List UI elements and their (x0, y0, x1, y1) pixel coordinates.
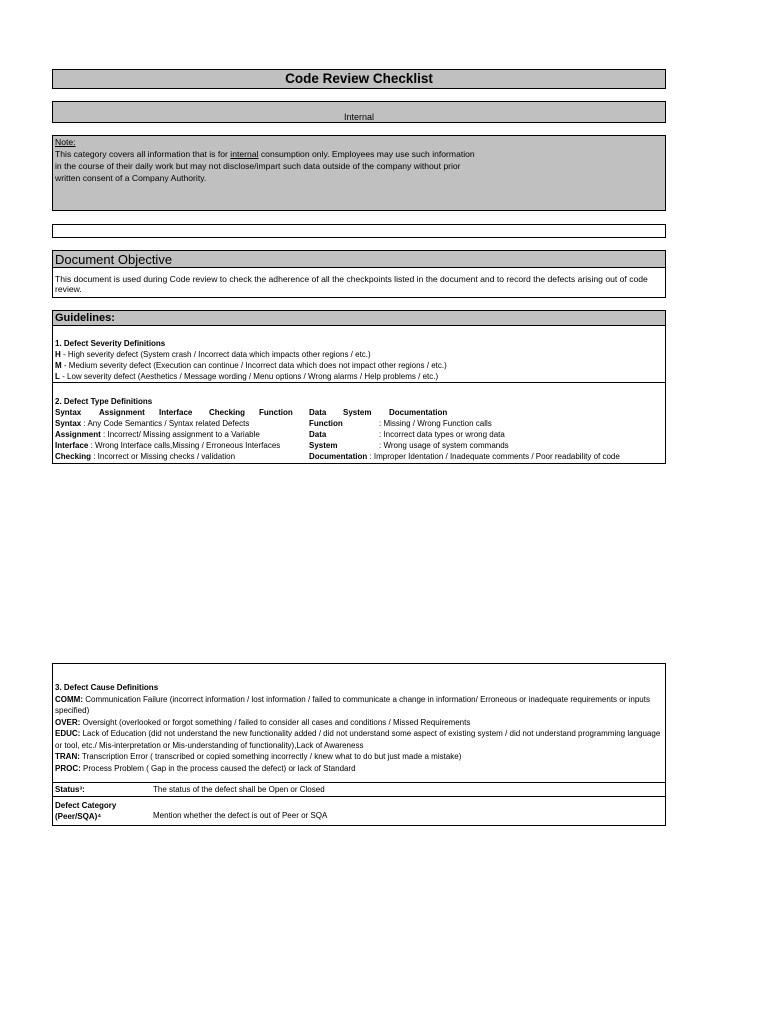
type-term: Assignment (55, 430, 101, 439)
guidelines-body (52, 326, 666, 464)
classification-bar (52, 101, 666, 123)
severity-code: H (55, 350, 61, 359)
type-header-row (55, 407, 663, 418)
severity-item (55, 371, 663, 382)
type-term: Function (309, 419, 343, 428)
cause-text: Oversight (overlooked or forgot something / failed to consider all cases and conditions / Missed Requirements (80, 717, 471, 727)
severity-text: - High severity defect (System crash / Incorrect data which impacts other regions / etc.) (60, 350, 371, 359)
type-header-cell: Documentation (389, 408, 448, 417)
note-line-1 (55, 148, 663, 160)
severity-item (55, 349, 663, 360)
type-def-row (55, 418, 663, 429)
note-line-2: in the course of their daily work but may not disclose/impart such data outside of the company without prior (55, 161, 461, 171)
type-def-row (55, 440, 663, 451)
defect-category-label (55, 800, 116, 822)
severity-code: L (55, 372, 60, 381)
severity-code: M (55, 361, 62, 370)
cause-text: Lack of Education (did not understand the new functionality added / did not understand some aspect of existing system / did not understand programming language or tool, etc./ Mis-interpretation or Mis-understanding of functionality),Lack of Awareness (55, 729, 661, 750)
type-def: : Missing / Wrong Function calls (379, 419, 492, 428)
type-term: Syntax (55, 419, 82, 428)
defect-cause-section (52, 663, 666, 826)
type-header-cell: Assignment (99, 408, 145, 417)
note-label: Note: (55, 137, 76, 147)
cause-code: EDUC: (55, 729, 81, 738)
objective-body-text: This document is used during Code review to check the adherence of all the checkpoints listed in the document and to record the defects arising out of code review. (55, 274, 648, 294)
severity-text: - Medium severity defect (Execution can continue / Incorrect data which does not impact other regions / etc.) (61, 361, 447, 370)
cause-text: Process Problem ( Gap in the process caused the defect) or lack of Standard (80, 763, 356, 773)
cause-item (55, 717, 663, 729)
page-title (52, 69, 666, 89)
type-header-cell: Function (259, 408, 293, 417)
type-header-cell: Interface (159, 408, 193, 417)
type-header-cell: System (343, 408, 372, 417)
cause-code: PROC: (55, 763, 81, 773)
cause-item (55, 763, 663, 775)
defect-category-label-line1: Defect Category (55, 801, 117, 810)
type-def: : Wrong usage of system commands (379, 441, 509, 450)
cause-item (55, 751, 663, 763)
cause-text: Transcription Error ( transcribed or copied something incorrectly / knew what to do but just made a mistake) (79, 752, 462, 761)
cause-item (55, 694, 663, 717)
type-def: : Any Code Semantics / Syntax related Defects (81, 419, 250, 428)
severity-heading: 1. Defect Severity Definitions (55, 339, 166, 348)
type-header-cell: Data (309, 408, 327, 417)
type-header-cell: Checking (209, 408, 246, 417)
type-def: : Incorrect or Missing checks / validation (91, 452, 236, 461)
cause-divider (53, 782, 665, 783)
cause-heading: 3. Defect Cause Definitions (55, 683, 159, 692)
type-def: : Wrong Interface calls,Missing / Erroneous Interfaces (88, 441, 281, 450)
note-line-1-post: consumption only. Employees may use such information (258, 149, 475, 159)
type-def: : Improper Identation / Inadequate comments / Poor readability of code (367, 452, 620, 461)
objective-body (52, 268, 666, 298)
type-term: System (309, 441, 338, 450)
note-line-1-pre: This category covers all information that is for (55, 149, 231, 159)
type-header-cell: Syntax (55, 408, 82, 417)
cause-text: Communication Failure (incorrect information / lost information / failed to communicate a change in information/ Erroneous or inadequate requirements or inputs specified) (55, 694, 650, 715)
note-section (52, 135, 666, 211)
note-internal-word: internal (230, 149, 259, 159)
cause-code: TRAN: (55, 752, 80, 761)
type-heading: 2. Defect Type Definitions (55, 397, 153, 406)
cause-text-block (55, 682, 663, 774)
cause-code: COMM: (55, 694, 83, 704)
severity-section (55, 338, 663, 382)
type-section (55, 396, 663, 462)
cause-item (55, 728, 663, 751)
classification-text: Internal (343, 112, 375, 122)
status-divider (53, 796, 665, 797)
status-label: Status³: (55, 785, 85, 794)
note-line-3: written consent of a Company Authority. (55, 173, 207, 183)
section-divider (53, 382, 665, 383)
objective-heading (52, 250, 666, 268)
type-def-row (55, 451, 663, 462)
type-term: Checking (55, 452, 92, 461)
severity-item (55, 360, 663, 371)
status-value: The status of the defect shall be Open or Closed (153, 785, 325, 794)
title-text: Code Review Checklist (285, 71, 433, 86)
severity-text: - Low severity defect (Aesthetics / Message wording / Menu options / Wrong alarms / Help problems / etc.) (59, 372, 439, 381)
guidelines-heading (52, 310, 666, 326)
type-def: : Incorrect/ Missing assignment to a Variable (100, 430, 260, 439)
guidelines-heading-text: Guidelines: (55, 312, 115, 324)
objective-heading-text: Document Objective (55, 252, 173, 267)
type-term: Documentation (309, 452, 368, 461)
empty-row (52, 224, 666, 238)
defect-category-label-line2: (Peer/SQA)⁴ (55, 812, 102, 821)
type-def-row (55, 429, 663, 440)
defect-category-value: Mention whether the defect is out of Peer or SQA (153, 811, 328, 820)
cause-code: OVER: (55, 717, 81, 727)
type-def: : Incorrect data types or wrong data (379, 430, 505, 439)
type-term: Interface (55, 441, 89, 450)
type-term: Data (309, 430, 327, 439)
